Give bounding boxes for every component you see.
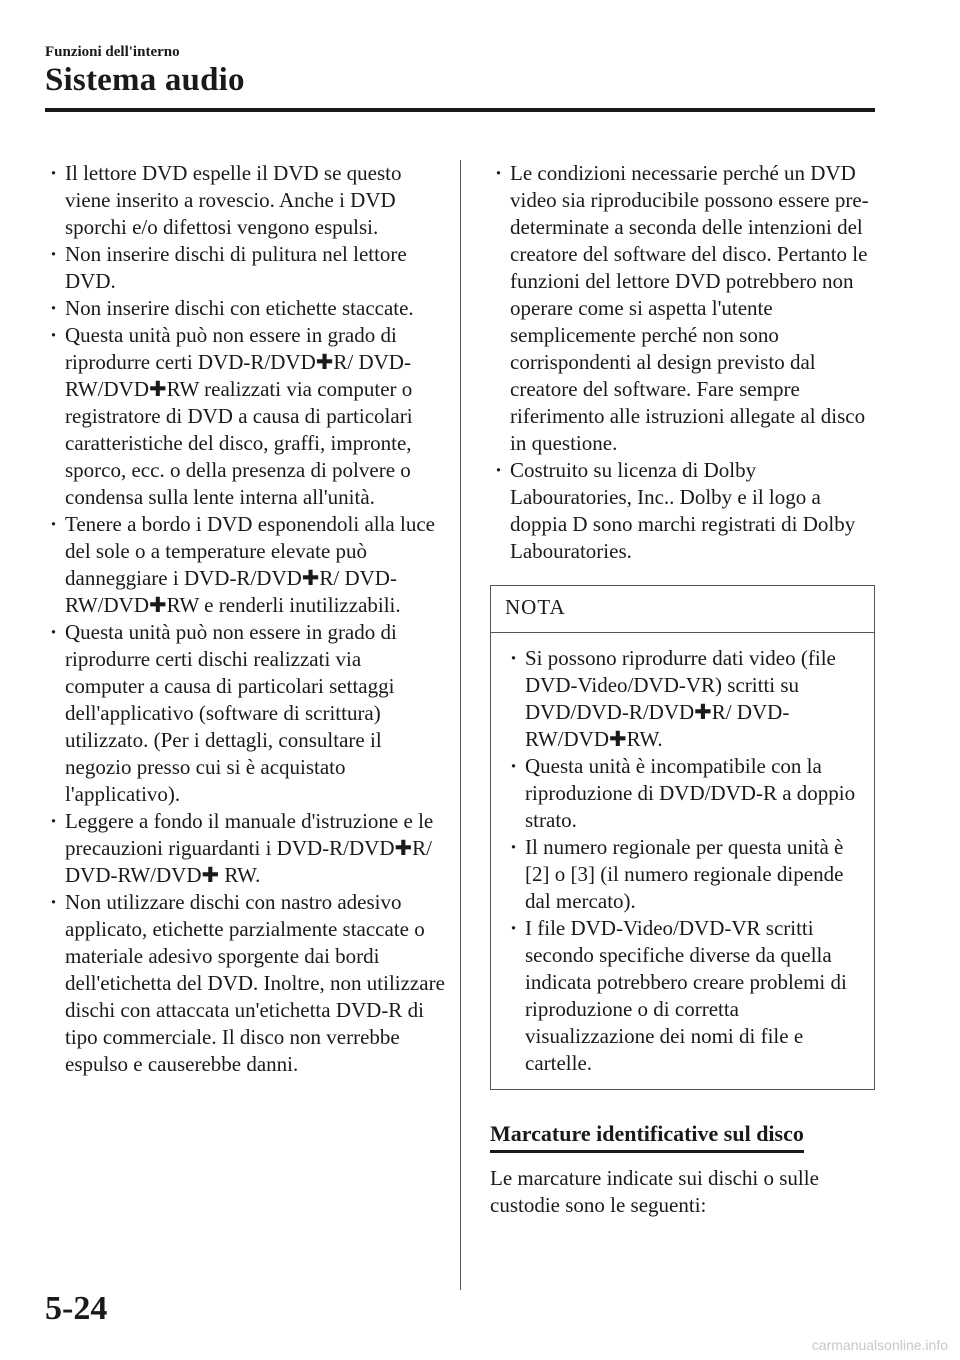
list-item: · Leggere a fondo il manuale d'istruzione e le precauzioni riguardanti i DVD-R/DVD✚R/ DVD-RW/DVD✚ RW. (45, 808, 445, 889)
left-bullet-list (45, 160, 445, 1078)
list-item: · Il lettore DVD espelle il DVD se questo viene inserito a rovescio. Anche i DVD sporchi e/o difettosi vengono espulsi. (45, 160, 445, 241)
note-title: NOTA (505, 595, 566, 619)
page-number: 5-24 (45, 1290, 108, 1327)
section-subheading: Marcature identificative sul disco (490, 1120, 804, 1153)
column-divider (460, 160, 461, 1290)
list-item: · Costruito su licenza di Dolby Labouratories, Inc.. Dolby e il logo a doppia D sono marchi registrati di Dolby Labouratories. (490, 457, 875, 565)
note-bullet-list (491, 633, 874, 1077)
page-title: Sistema audio (45, 62, 245, 98)
right-bullet-list (490, 160, 875, 565)
list-item: · Non inserire dischi con etichette staccate. (45, 295, 445, 322)
right-column (490, 160, 875, 1219)
list-item: · Questa unità è incompatibile con la riproduzione di DVD/DVD-R a doppio strato. (505, 753, 862, 834)
list-item: · Questa unità può non essere in grado di riprodurre certi dischi realizzati via computer a causa di particolari settaggi dell'applicativo (software di scrittura) utilizzato. (Per i dettagli, consultare il negozio presso cui si è acquistato l'applicativo). (45, 619, 445, 808)
header-rule (45, 108, 875, 112)
list-item: · Questa unità può non essere in grado di riprodurre certi DVD-R/DVD✚R/ DVD-RW/DVD✚RW realizzati via computer o registratore di DVD a causa di particolari caratteristiche del disco, graffi, impronte, sporco, ecc. o della presenza di polvere o condensa sulla lente interna all'unità. (45, 322, 445, 511)
watermark: carmanualsonline.info (811, 1337, 948, 1353)
list-item: · Si possono riprodurre dati video (file DVD-Video/DVD-VR) scritti su DVD/DVD-R/DVD✚R/ DVD-RW/DVD✚RW. (505, 645, 862, 753)
list-item: · Le condizioni necessarie perché un DVD video sia riproducibile possono essere pre-determinate a seconda delle intenzioni del creatore del software del disco. Pertanto le funzioni del lettore DVD potrebbero non operare come si aspetta l'utente semplicemente perché non sono corrispondenti al design previsto dal creatore del software. Fare sempre riferimento alle istruzioni allegate al disco in questione. (490, 160, 875, 457)
note-box (490, 585, 875, 1090)
section-label: Funzioni dell'interno (45, 44, 180, 60)
body-paragraph: Le marcature indicate sui dischi o sulle custodie sono le seguenti: (490, 1166, 819, 1217)
list-item: · I file DVD-Video/DVD-VR scritti secondo specifiche diverse da quella indicata potrebbero creare problemi di riproduzione o di corretta visualizzazione dei nomi di file e cartelle. (505, 915, 862, 1077)
list-item: · Non utilizzare dischi con nastro adesivo applicato, etichette parzialmente staccate o materiale adesivo sporgente dai bordi dell'etichetta del DVD. Inoltre, non utilizzare dischi con attaccata un'etichetta DVD-R di tipo commerciale. Il disco non verrebbe espulso e causerebbe danni. (45, 889, 445, 1078)
list-item: · Non inserire dischi di pulitura nel lettore DVD. (45, 241, 445, 295)
list-item: · Il numero regionale per questa unità è [2] o [3] (il numero regionale dipende dal mercato). (505, 834, 862, 915)
list-item: · Tenere a bordo i DVD esponendoli alla luce del sole o a temperature elevate può danneggiare i DVD-R/DVD✚R/ DVD-RW/DVD✚RW e renderli inutilizzabili. (45, 511, 445, 619)
left-column (45, 160, 445, 1078)
